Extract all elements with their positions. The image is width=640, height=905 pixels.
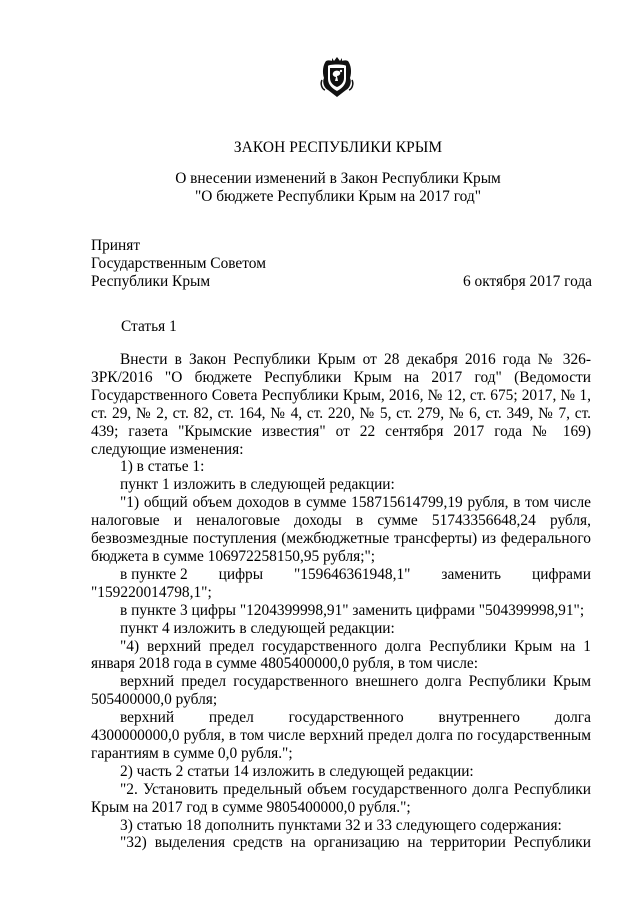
word: внутреннего [438, 709, 521, 727]
adoption-date: 6 октября 2017 года [462, 273, 592, 290]
paragraph: пункт 4 изложить в следующей редакции: [120, 619, 395, 637]
paragraph: Внести в Закон Республики Крым от 28 декабря 2016 года № 326-ЗРК/2016 "О бюджете Республики Крым на 2017 год" (Ведомости Государственного Совета Республики Крым, 2016, № 12, ст. 675; 2017, № 1, ст. 29, № 2, ст. 82, ст. 164, № 4, ст. 220, № 5, ст. 279, № 6, ст. 349, № 7, ст. 439; газета "Крымские известия" от 22 сентября 2017 года № 169) следующие изменения: [91, 351, 591, 458]
law-title: ЗАКОН РЕСПУБЛИКИ КРЫМ [233, 139, 443, 156]
word: в пункте 2 [120, 565, 188, 583]
paragraph: 1) в статье 1: [120, 458, 205, 476]
paragraph: 3) статью 18 дополнить пунктами 32 и 33 следующего содержания: [120, 816, 562, 834]
word: верхний [120, 709, 175, 727]
paragraph-continuation: 4300000000,0 рубля, в том числе верхний предел долга по государственным гарантиям в сумме 0,0 рубля."; [91, 727, 591, 762]
justified-line [91, 709, 591, 727]
word: цифры [218, 565, 264, 583]
word: "159646361948,1" [294, 565, 411, 583]
subtitle-line: О внесении изменений в Закон Республики Крым [175, 170, 501, 187]
word: долга [554, 709, 591, 727]
paragraph: "32) выделения средств на организацию на территории Республики [120, 834, 591, 852]
article-heading: Статья 1 [121, 318, 177, 335]
adoption-line: Республики Крым [91, 273, 211, 290]
justified-line [91, 566, 591, 584]
article-body [91, 351, 591, 852]
word: цифрами [532, 565, 591, 583]
word: предел [208, 709, 254, 727]
word: заменить [441, 565, 502, 583]
adoption-block [91, 237, 266, 291]
crimea-coat-of-arms-icon [319, 56, 355, 98]
paragraph: верхний предел государственного внешнего долга Республики Крым 505400000,0 рубля; [91, 673, 591, 709]
subtitle-line: "О бюджете Республики Крым на 2017 год" [194, 188, 482, 205]
paragraph: в пункте 3 цифры "1204399998,91" заменить цифрами "504399998,91"; [120, 601, 585, 619]
adoption-line: Принят [91, 237, 141, 254]
law-subtitle [0, 170, 640, 206]
adoption-line: Государственным Советом [91, 255, 266, 272]
paragraph: "1) общий объем доходов в сумме 158715614799,19 рубля, в том числе налоговые и неналоговые доходы в сумме 51743356648,24 рубля, безвозмездные поступления (межбюджетные трансферты) из федерального бюджета в сумме 106972258150,95 рубля;"; [91, 494, 591, 565]
word: государственного [288, 709, 404, 727]
paragraph: "4) верхний предел государственного долга Республики Крым на 1 января 2018 года в сумме 4805400000,0 рубля, в том числе: [91, 637, 591, 673]
paragraph-continuation: "159220014798,1"; [91, 583, 212, 601]
paragraph: 2) часть 2 статьи 14 изложить в следующей редакции: [120, 762, 474, 780]
paragraph: "2. Установить предельный объем государственного долга Республики Крым на 2017 год в сумме 9805400000,0 рубля."; [91, 780, 591, 816]
paragraph: пункт 1 изложить в следующей редакции: [120, 476, 395, 494]
